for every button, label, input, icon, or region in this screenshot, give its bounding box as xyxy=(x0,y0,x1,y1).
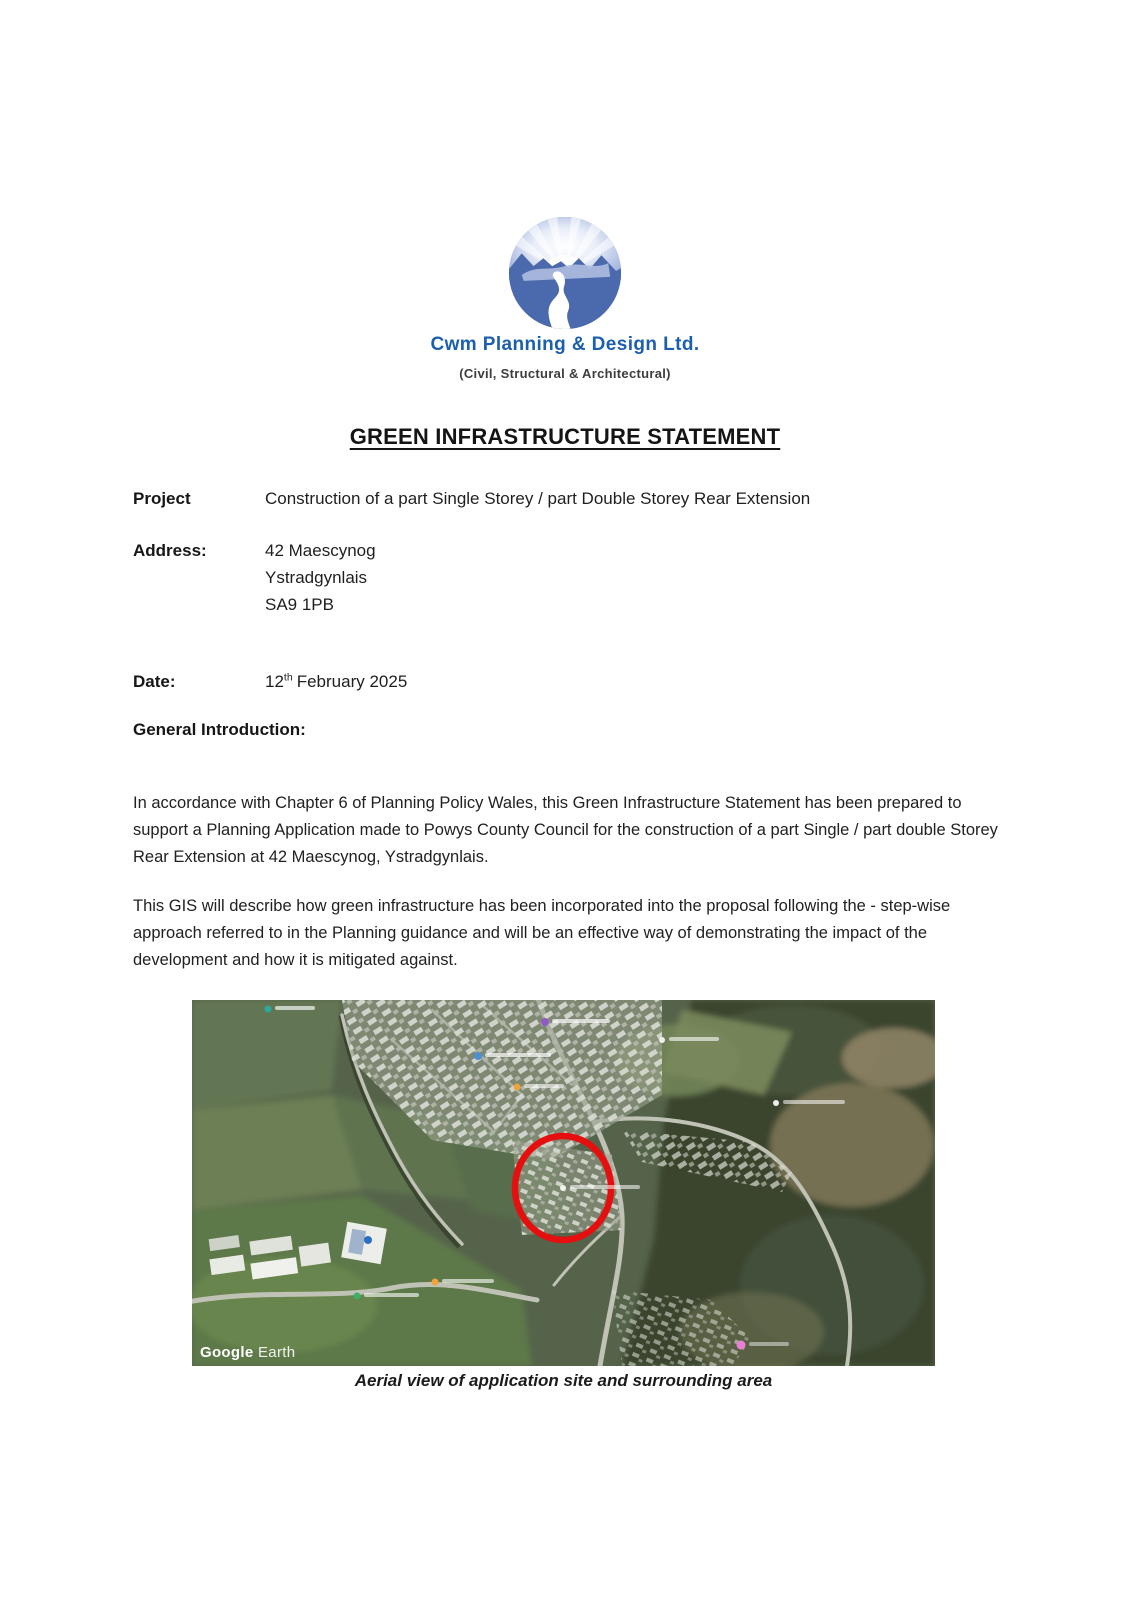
map-pin-teal xyxy=(265,1006,272,1013)
address-line-3: SA9 1PB xyxy=(265,595,334,614)
address-line-2: Ystradgynlais xyxy=(265,568,368,587)
project-label: Project xyxy=(133,489,191,508)
date-value: 12th February 2025 xyxy=(265,671,408,691)
address-line-1: 42 Maescynog xyxy=(265,541,376,560)
aerial-map-svg xyxy=(192,1000,935,1366)
project-field xyxy=(133,485,1013,512)
date-field xyxy=(133,668,1013,695)
map-pin-orange xyxy=(514,1084,521,1091)
intro-heading: General Introduction: xyxy=(133,720,306,739)
intro-paragraph-1: In accordance with Chapter 6 of Planning Policy Wales, this Green Infrastructure Statement has been prepared to support a Planning Application made to Powys County Council for the construction of a part Single / part double Storey Rear Extension at 42 Maescynog, Ystradgynlais. xyxy=(133,793,998,866)
map-pin-orange xyxy=(432,1279,439,1286)
document-title: GREEN INFRASTRUCTURE STATEMENT xyxy=(349,424,781,449)
map-pin-blue xyxy=(474,1052,482,1060)
date-label: Date: xyxy=(133,672,176,691)
company-name: Cwm Planning & Design Ltd. xyxy=(430,334,700,355)
map-pin-white xyxy=(773,1100,779,1106)
aerial-map-image xyxy=(192,1000,935,1366)
address-label: Address: xyxy=(133,541,207,560)
map-caption: Aerial view of application site and surrounding area xyxy=(354,1371,773,1390)
project-value: Construction of a part Single Storey / part Double Storey Rear Extension xyxy=(265,489,811,508)
map-pin-pink xyxy=(737,1341,746,1350)
intro-paragraph-2: This GIS will describe how green infrastructure has been incorporated into the proposal following the - step-wise approach referred to in the Planning guidance and will be an effective way of demonstrating the impact of the development and how it is mitigated against. xyxy=(133,896,951,969)
company-logo-icon xyxy=(506,214,624,332)
map-store-building xyxy=(341,1222,387,1264)
map-pin-purple xyxy=(541,1018,549,1026)
google-earth-watermark: Google xyxy=(200,1344,254,1361)
map-pin-site xyxy=(560,1185,566,1191)
google-earth-watermark-earth: Earth xyxy=(258,1344,296,1361)
company-tagline: (Civil, Structural & Architectural) xyxy=(459,366,671,381)
logo-container xyxy=(0,214,1130,337)
map-pin-white xyxy=(659,1037,665,1043)
address-field xyxy=(133,537,1013,618)
map-pin-green xyxy=(354,1293,361,1300)
